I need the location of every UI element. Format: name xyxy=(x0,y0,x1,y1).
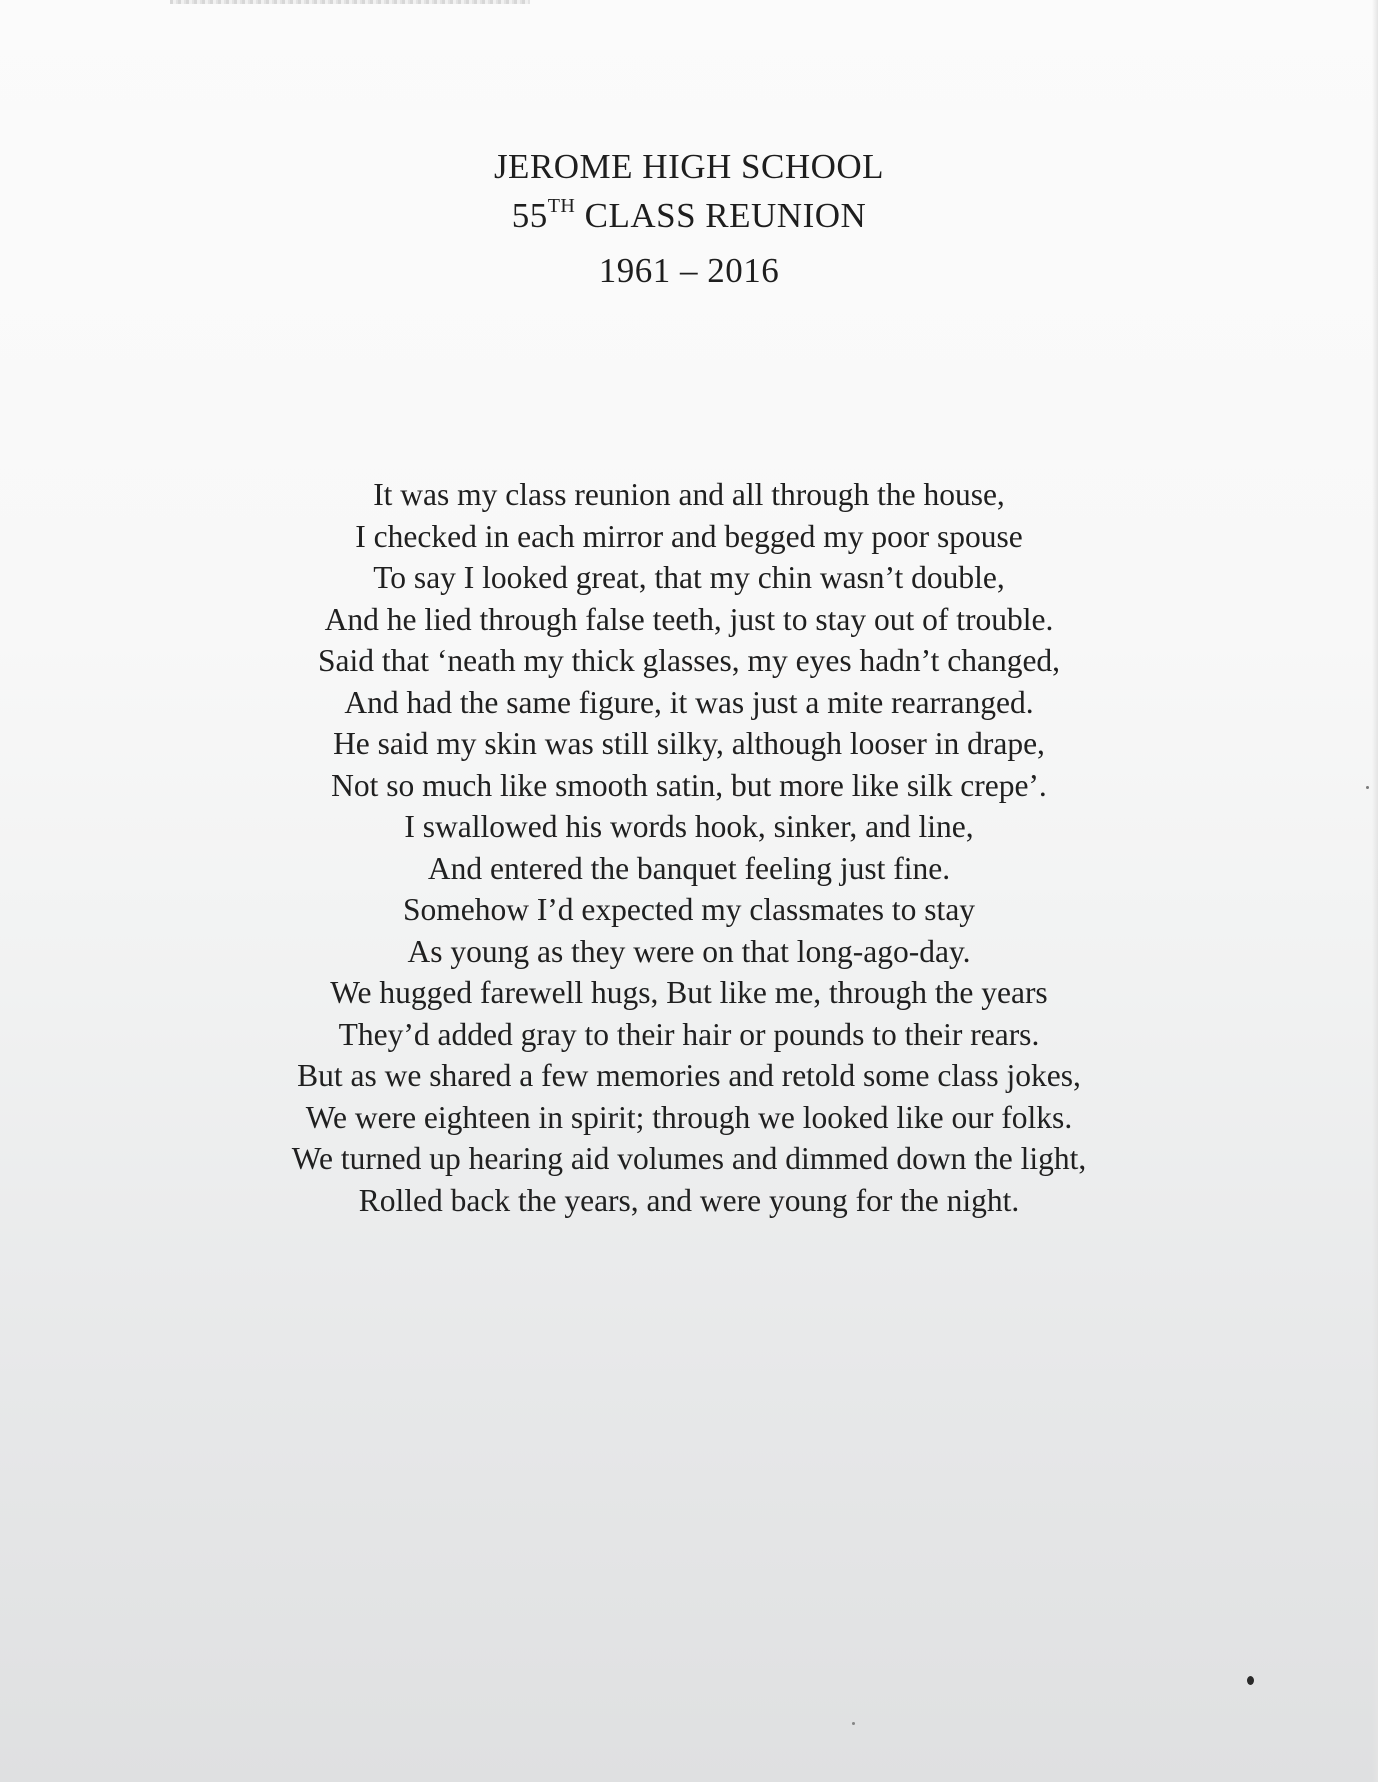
top-edge-scuff xyxy=(170,0,530,4)
poem-line: Somehow I’d expected my classmates to stay xyxy=(402,892,976,927)
reunion-label: CLASS REUNION xyxy=(575,196,867,235)
poem-line: But as we shared a few memories and retold some class jokes, xyxy=(297,1058,1081,1093)
school-name: JEROME HIGH SCHOOL xyxy=(493,147,885,186)
poem xyxy=(0,474,1378,1221)
poem-line: And he lied through false teeth, just to stay out of trouble. xyxy=(324,601,1054,637)
reunion-ordinal-suffix: TH xyxy=(547,195,576,217)
poem-line: To say I looked great, that my chin wasn’t double, xyxy=(373,560,1005,595)
reunion-number: 55 xyxy=(511,196,548,235)
poem-line: They’d added gray to their hair or pounds to their rears. xyxy=(338,1016,1040,1052)
poem-line: We were eighteen in spirit; through we looked like our folks. xyxy=(305,1099,1073,1135)
paper-speck xyxy=(852,1722,855,1725)
poem-line: He said my skin was still silky, although looser in drape, xyxy=(333,726,1045,761)
reunion-years: 1961 – 2016 xyxy=(598,251,780,290)
paper-speck xyxy=(1247,1676,1254,1685)
poem-line: Rolled back the years, and were young for the night. xyxy=(358,1182,1020,1218)
reunion-title xyxy=(0,191,1378,246)
poem-line: And had the same figure, it was just a mite rearranged. xyxy=(344,684,1034,720)
poem-line: Said that ‘neath my thick glasses, my eyes hadn’t changed, xyxy=(317,643,1061,678)
poem-line: Not so much like smooth satin, but more like silk crepe’. xyxy=(331,767,1047,803)
poem-line: And entered the banquet feeling just fine. xyxy=(427,850,951,886)
poem-line: I checked in each mirror and begged my poor spouse xyxy=(355,518,1023,554)
paper-speck xyxy=(1366,786,1369,789)
poem-line: We turned up hearing aid volumes and dimmed down the light, xyxy=(291,1141,1087,1176)
poem-line: It was my class reunion and all through the house, xyxy=(373,477,1005,512)
poem-line: I swallowed his words hook, sinker, and line, xyxy=(404,809,974,844)
document-header xyxy=(0,142,1378,295)
poem-line: We hugged farewell hugs, But like me, through the years xyxy=(330,975,1048,1010)
poem-line: As young as they were on that long-ago-day. xyxy=(407,933,971,969)
